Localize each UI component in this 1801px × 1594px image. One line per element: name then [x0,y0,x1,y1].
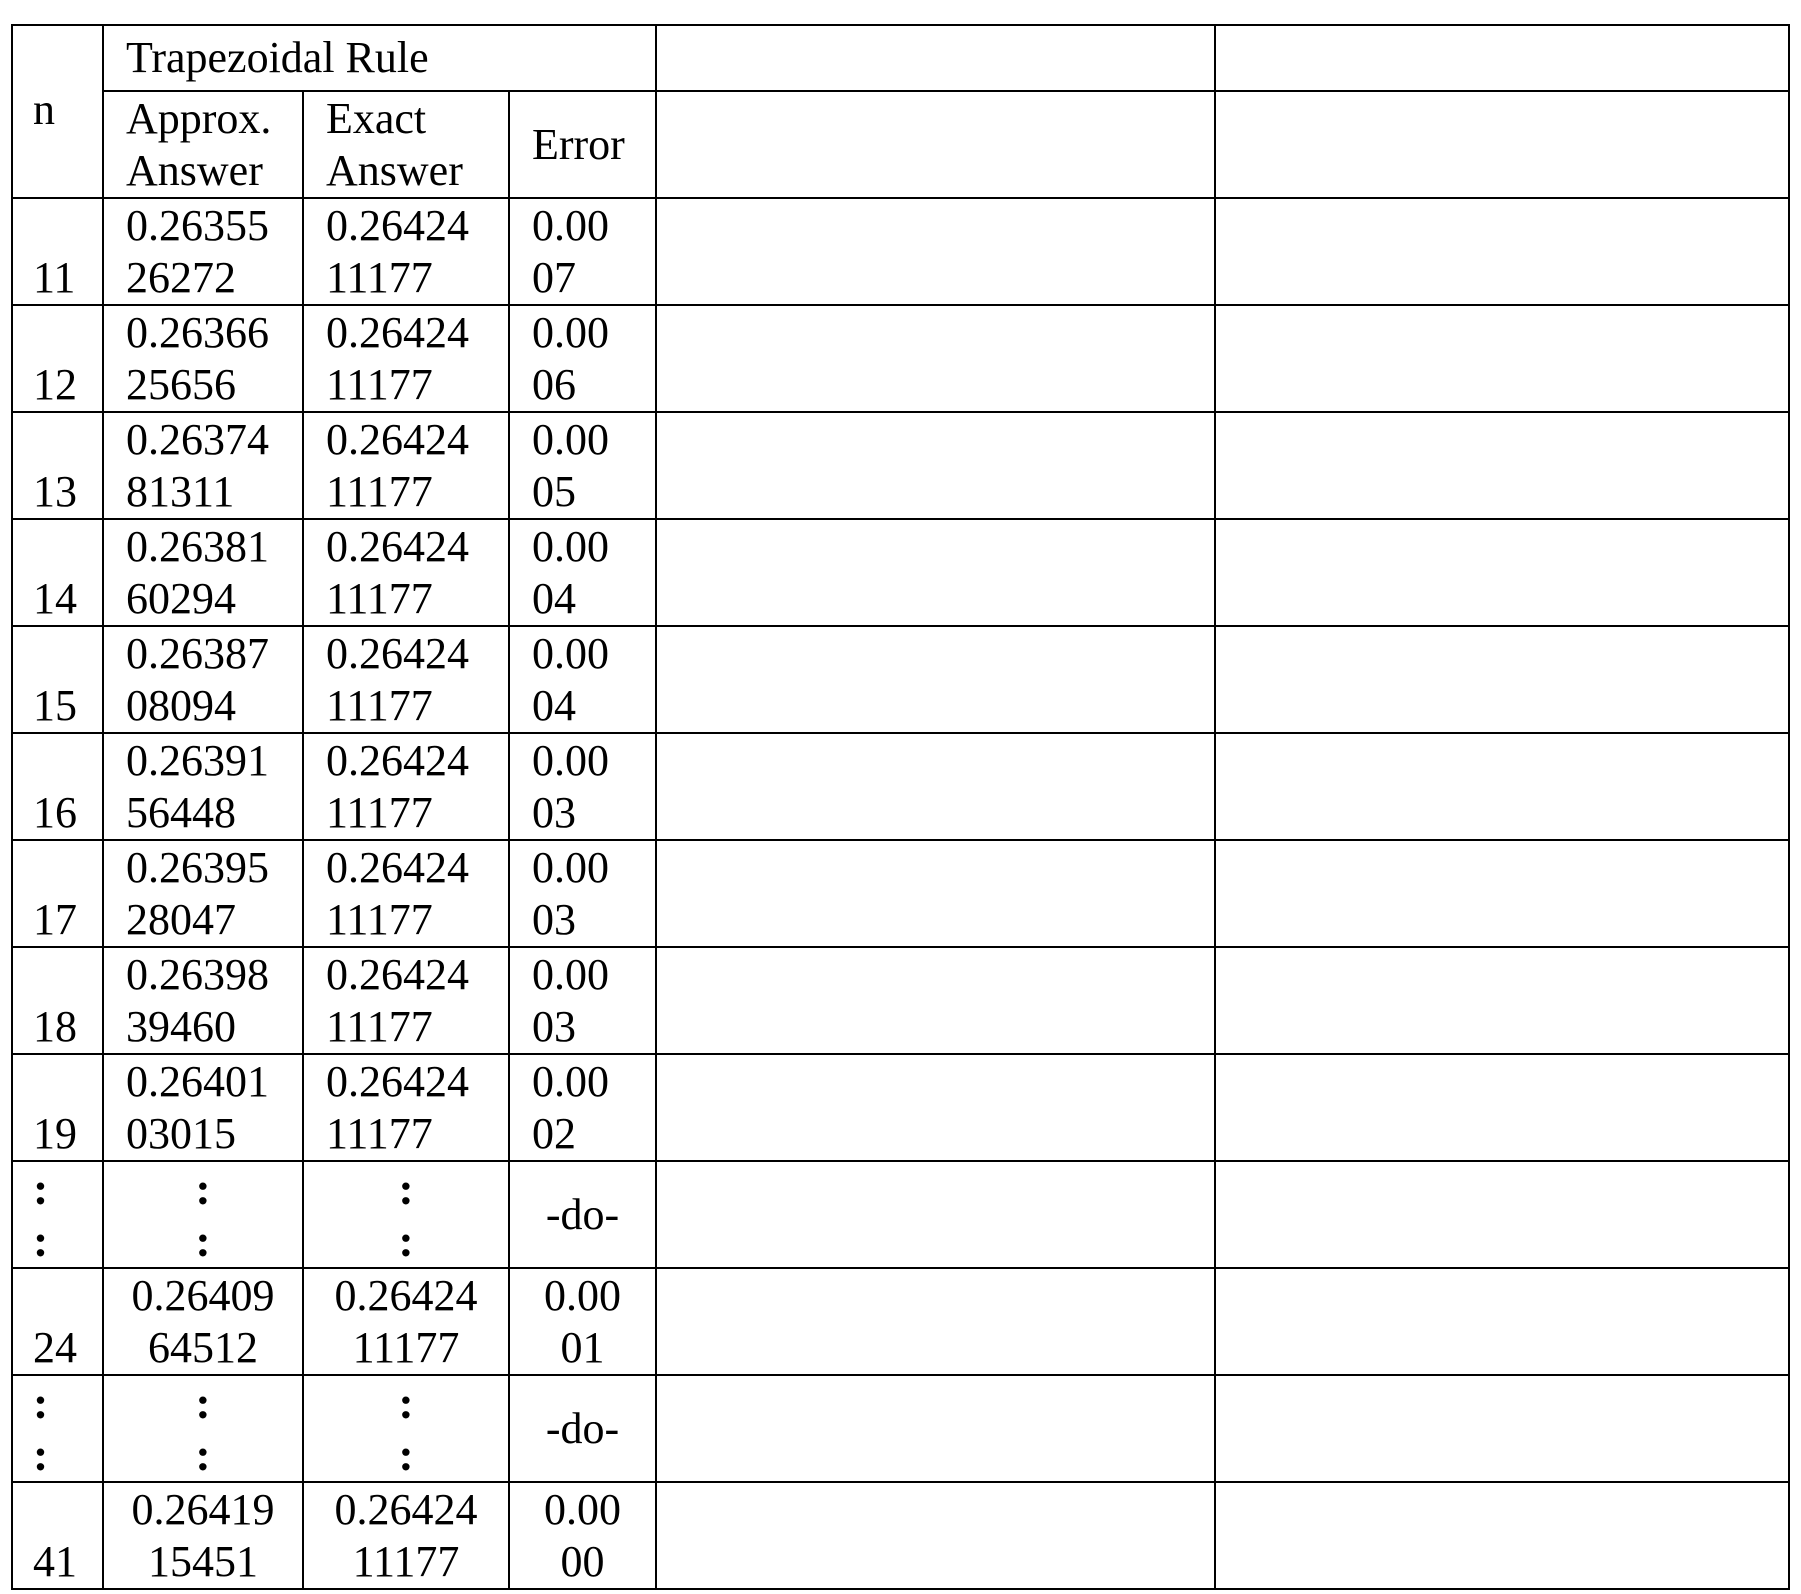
exact-ellipsis: : : [303,1375,509,1482]
approx-cell: 0.26387 08094 [103,626,303,733]
n-cell: 14 [12,519,103,626]
empty-cell [656,1161,1215,1268]
approx-cell: 0.26401 03015 [103,1054,303,1161]
approx-cell: 0.26381 60294 [103,519,303,626]
approx-cell: 0.26419 15451 [103,1482,303,1589]
trapezoidal-rule-header: Trapezoidal Rule [103,25,656,91]
error-cell: 0.00 03 [509,840,656,947]
table-row [12,1482,1789,1589]
error-cell: 0.00 03 [509,947,656,1054]
n-cell: 19 [12,1054,103,1161]
exact-cell: 0.26424 11177 [303,1482,509,1589]
empty-cell [1215,1375,1789,1482]
empty-cell [1215,1482,1789,1589]
table-row [12,947,1789,1054]
trapezoidal-table [11,24,1790,1590]
exact-cell: 0.26424 11177 [303,412,509,519]
approx-ellipsis: : : [103,1375,303,1482]
empty-cell [656,412,1215,519]
approx-cell: 0.26398 39460 [103,947,303,1054]
exact-cell: 0.26424 11177 [303,626,509,733]
error-cell: 0.00 07 [509,198,656,305]
empty-cell [1215,626,1789,733]
empty-cell [1215,25,1789,91]
header-row-2 [12,91,1789,198]
ellipsis-row [12,1161,1789,1268]
approx-cell: 0.26374 81311 [103,412,303,519]
exact-answer-header: Exact Answer [303,91,509,198]
empty-cell [1215,412,1789,519]
empty-cell [656,1054,1215,1161]
empty-cell [1215,305,1789,412]
n-cell: 24 [12,1268,103,1375]
approx-cell: 0.26395 28047 [103,840,303,947]
empty-cell [1215,198,1789,305]
error-header: Error [509,91,656,198]
error-cell: 0.00 04 [509,519,656,626]
table-row [12,733,1789,840]
empty-cell [656,733,1215,840]
empty-cell [1215,733,1789,840]
exact-cell: 0.26424 11177 [303,519,509,626]
n-cell: 18 [12,947,103,1054]
error-cell: 0.00 00 [509,1482,656,1589]
table-row [12,519,1789,626]
exact-cell: 0.26424 11177 [303,840,509,947]
empty-cell [1215,840,1789,947]
error-cell: 0.00 01 [509,1268,656,1375]
table-row [12,412,1789,519]
error-cell: 0.00 03 [509,733,656,840]
table-row [12,198,1789,305]
error-cell: 0.00 04 [509,626,656,733]
empty-cell [656,519,1215,626]
n-cell: 16 [12,733,103,840]
n-header: n [12,25,103,198]
empty-cell [656,626,1215,733]
n-cell: 17 [12,840,103,947]
empty-cell [1215,1161,1789,1268]
exact-cell: 0.26424 11177 [303,733,509,840]
error-cell: 0.00 06 [509,305,656,412]
error-cell: 0.00 02 [509,1054,656,1161]
exact-cell: 0.26424 11177 [303,1054,509,1161]
table-row [12,1268,1789,1375]
empty-cell [656,25,1215,91]
n-ellipsis: : : [12,1375,103,1482]
empty-cell [1215,1054,1789,1161]
n-cell: 15 [12,626,103,733]
empty-cell [1215,1268,1789,1375]
empty-cell [1215,947,1789,1054]
ellipsis-row [12,1375,1789,1482]
exact-cell: 0.26424 11177 [303,1268,509,1375]
error-ditto: -do- [509,1161,656,1268]
empty-cell [656,198,1215,305]
empty-cell [1215,519,1789,626]
header-row-1 [12,25,1789,91]
empty-cell [656,840,1215,947]
error-cell: 0.00 05 [509,412,656,519]
empty-cell [656,1268,1215,1375]
n-ellipsis: : : [12,1161,103,1268]
table-row [12,626,1789,733]
approx-answer-header: Approx. Answer [103,91,303,198]
empty-cell [656,1482,1215,1589]
table-row [12,305,1789,412]
n-cell: 11 [12,198,103,305]
empty-cell [1215,91,1789,198]
approx-cell: 0.26355 26272 [103,198,303,305]
error-ditto: -do- [509,1375,656,1482]
exact-cell: 0.26424 11177 [303,305,509,412]
n-cell: 12 [12,305,103,412]
empty-cell [656,1375,1215,1482]
exact-cell: 0.26424 11177 [303,198,509,305]
empty-cell [656,947,1215,1054]
empty-cell [656,305,1215,412]
exact-ellipsis: : : [303,1161,509,1268]
n-cell: 13 [12,412,103,519]
table-row [12,840,1789,947]
approx-cell: 0.26391 56448 [103,733,303,840]
empty-cell [656,91,1215,198]
table-row [12,1054,1789,1161]
approx-cell: 0.26366 25656 [103,305,303,412]
approx-ellipsis: : : [103,1161,303,1268]
approx-cell: 0.26409 64512 [103,1268,303,1375]
exact-cell: 0.26424 11177 [303,947,509,1054]
n-cell: 41 [12,1482,103,1589]
